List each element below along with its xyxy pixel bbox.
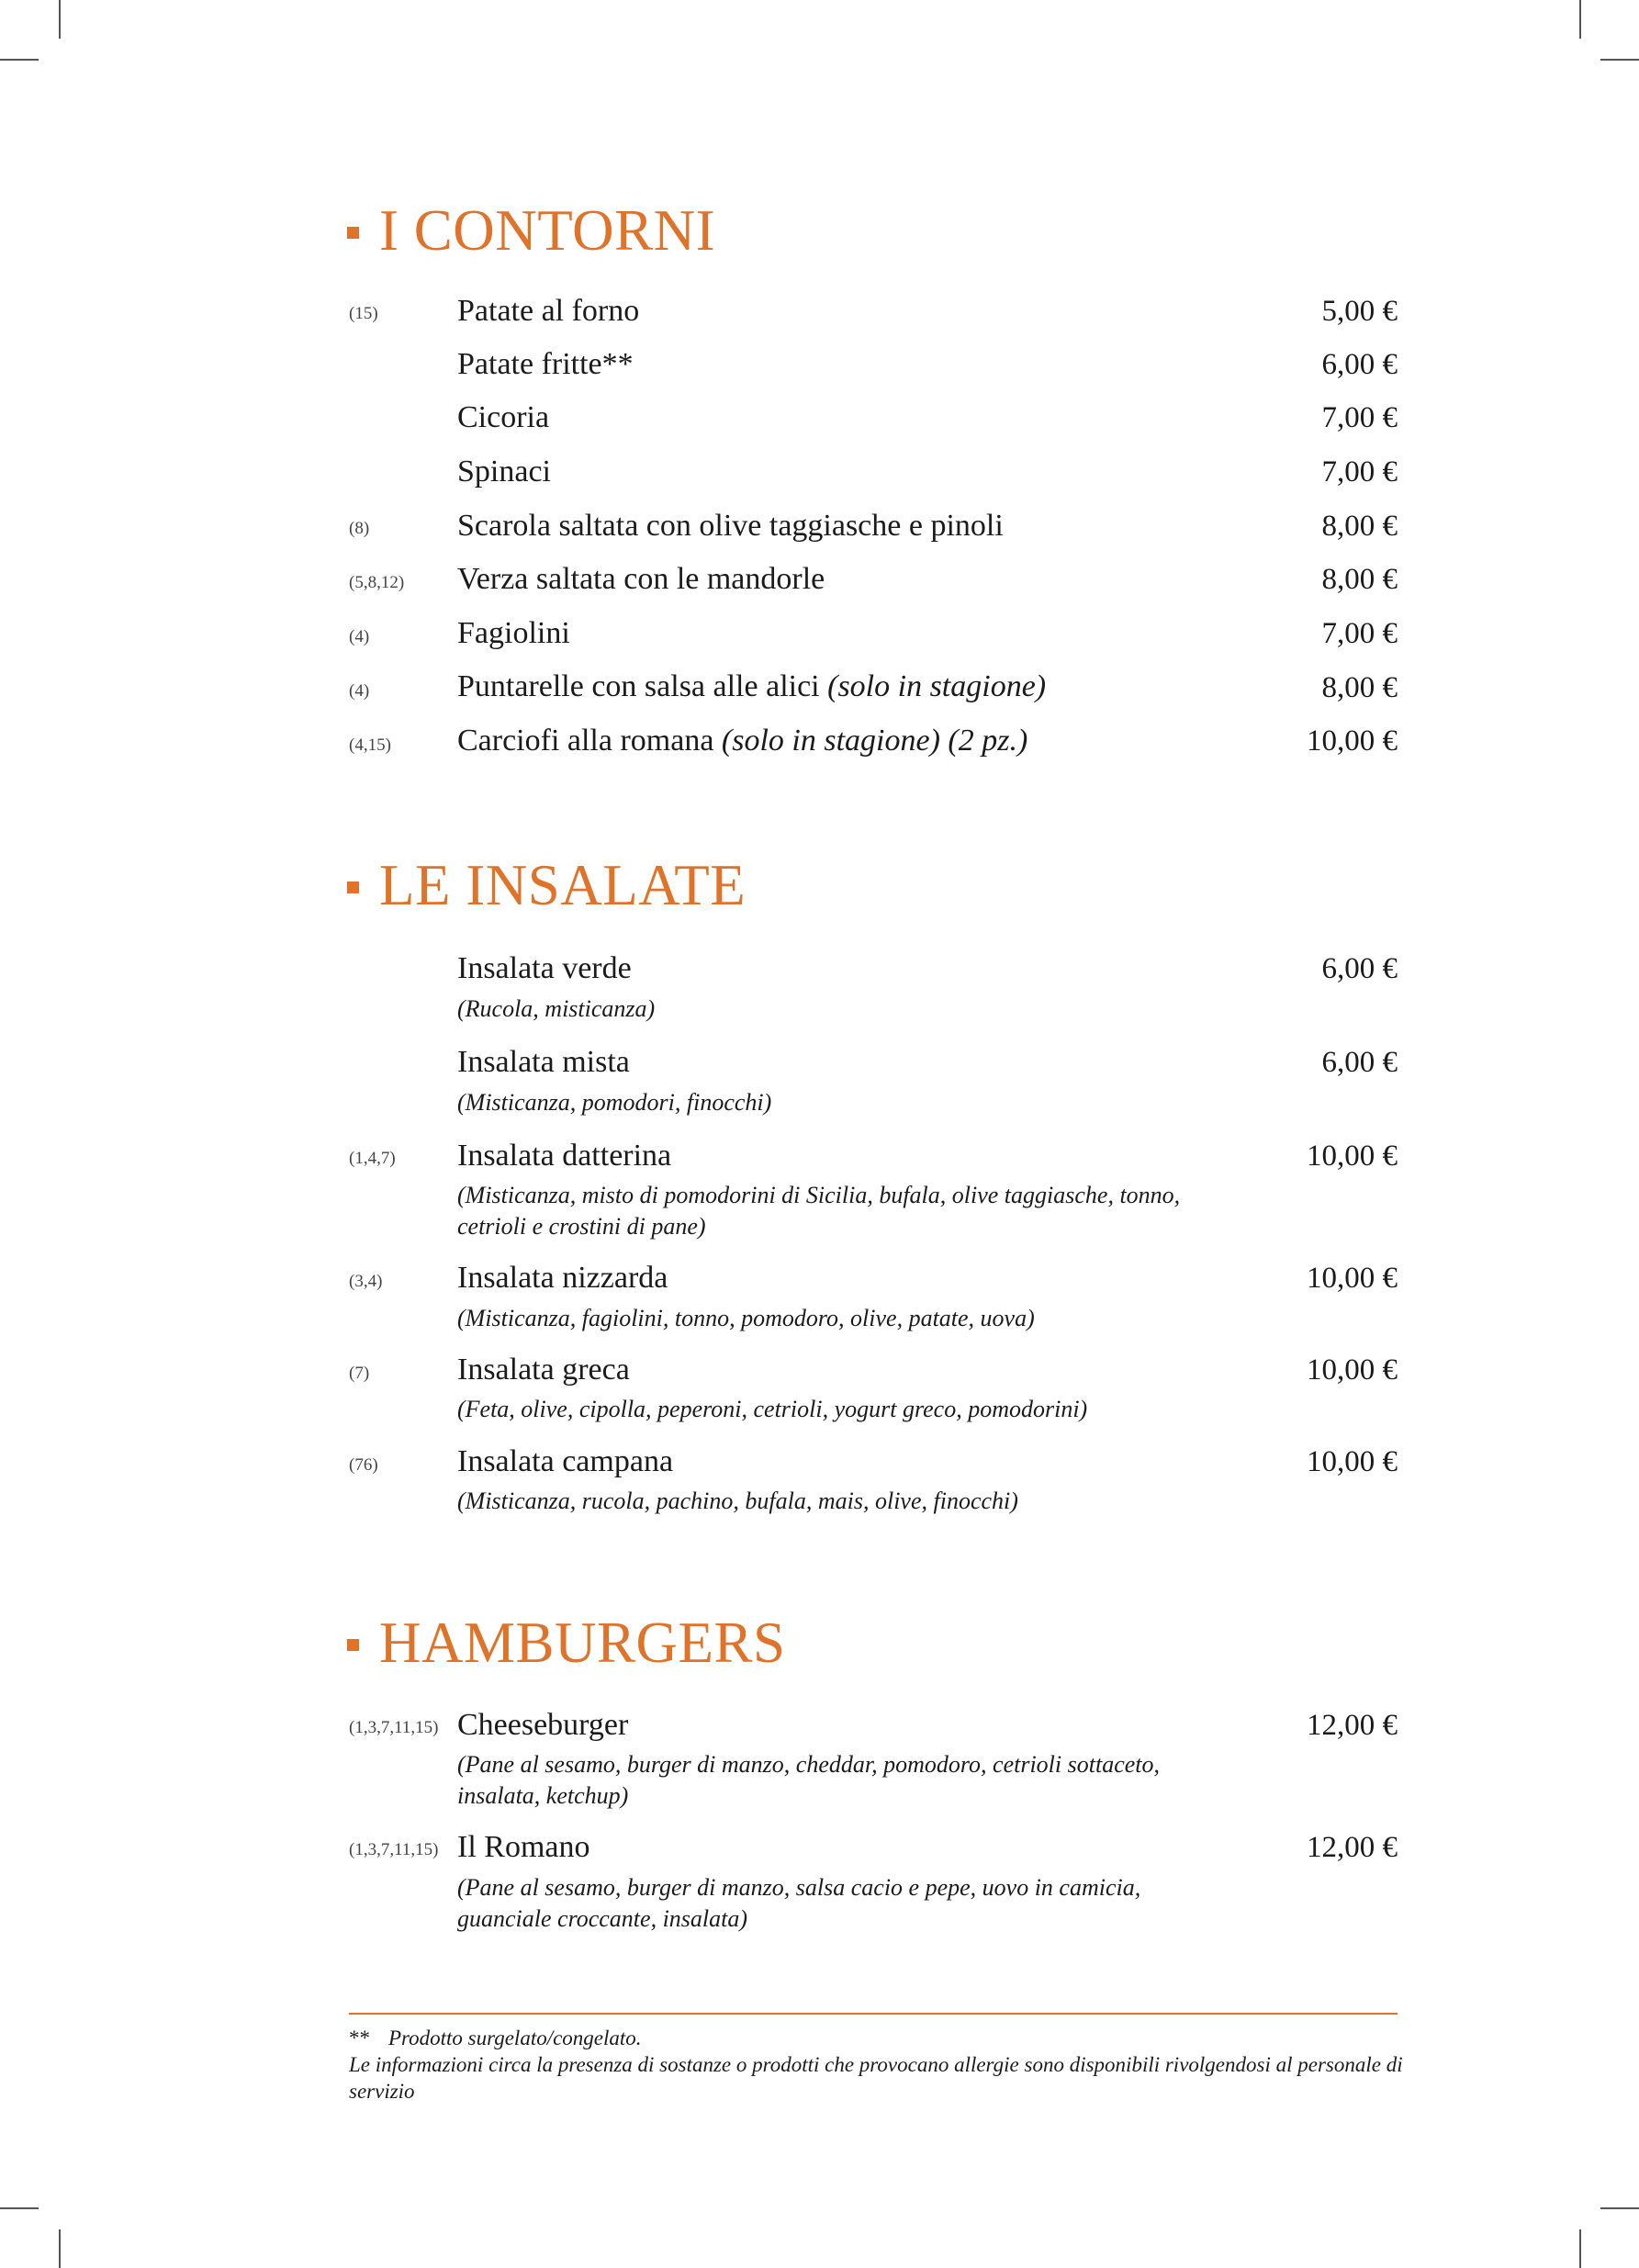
- menu-item-name: Patate fritte**: [457, 347, 634, 381]
- menu-item-price: 12,00 €: [1307, 1709, 1398, 1742]
- square-bullet-icon: [347, 227, 359, 239]
- square-bullet-icon: [347, 881, 359, 893]
- menu-item-price: 6,00 €: [1321, 348, 1398, 381]
- section-title-contorni: I CONTORNI: [347, 202, 715, 260]
- allergen-code: (3,4): [349, 1272, 383, 1291]
- menu-item-description: (Misticanza, rucola, pachino, bufala, mais, olive, finocchi): [457, 1488, 1018, 1514]
- menu-item-name: Verza saltata con le mandorle: [457, 562, 825, 596]
- menu-item-description: (Pane al sesamo, burger di manzo, salsa cacio e pepe, uovo in camicia, guanciale croccante, insalata): [457, 1874, 1141, 1932]
- menu-item-price: 10,00 €: [1307, 724, 1398, 758]
- menu-item-note: (solo in stagione) (2 pz.): [721, 724, 1028, 758]
- menu-item-price: 8,00 €: [1321, 510, 1398, 543]
- menu-item-name: [457, 725, 1027, 757]
- menu-item-price: 8,00 €: [1321, 671, 1398, 704]
- footer-divider: [349, 2013, 1398, 2015]
- allergen-code: (76): [349, 1455, 378, 1475]
- allergen-code: (1,4,7): [349, 1149, 396, 1168]
- menu-item-price: 12,00 €: [1307, 1831, 1398, 1864]
- menu-item-name: Insalata mista: [457, 1045, 630, 1079]
- allergen-code: (1,3,7,11,15): [349, 1840, 439, 1859]
- menu-item-price: 5,00 €: [1321, 295, 1398, 328]
- footnote-marker: **: [349, 2027, 370, 2049]
- allergen-code: (8): [349, 519, 370, 538]
- square-bullet-icon: [347, 1639, 359, 1651]
- menu-item-price: 8,00 €: [1321, 563, 1398, 596]
- menu-item-name: Fagiolini: [457, 616, 570, 650]
- section-title-hamburgers: HAMBURGERS: [347, 1614, 786, 1672]
- menu-item-name: Scarola saltata con olive taggiasche e pinoli: [457, 509, 1004, 543]
- menu-item-price: 6,00 €: [1321, 1046, 1398, 1079]
- menu-item-price: 7,00 €: [1321, 455, 1398, 488]
- section-title-insalate: LE INSALATE: [347, 857, 746, 915]
- allergen-code: (4): [349, 681, 370, 701]
- menu-item-name: Insalata verde: [457, 951, 632, 985]
- footer-frozen-note: [349, 2025, 1405, 2051]
- menu-item-price: 10,00 €: [1307, 1445, 1398, 1478]
- menu-item-price: 10,00 €: [1307, 1262, 1398, 1295]
- footnote-text: Prodotto surgelato/congelato.: [388, 2027, 642, 2049]
- menu-item-description: (Misticanza, fagiolini, tonno, pomodoro, olive, patate, uova): [457, 1305, 1035, 1331]
- menu-item-label: Puntarelle con salsa alle alici: [457, 669, 820, 703]
- menu-item-price: 10,00 €: [1307, 1353, 1398, 1387]
- menu-item-price: 6,00 €: [1321, 952, 1398, 985]
- menu-item-name: Insalata campana: [457, 1444, 674, 1478]
- crop-mark: [0, 59, 39, 61]
- allergen-code: (7): [349, 1364, 370, 1383]
- menu-item-price: 10,00 €: [1307, 1140, 1398, 1173]
- menu-item-note: (solo in stagione): [827, 669, 1047, 703]
- crop-mark: [1579, 2229, 1581, 2268]
- allergen-code: (5,8,12): [349, 573, 405, 592]
- menu-item-name: Insalata nizzarda: [457, 1261, 668, 1295]
- menu-item-name: Spinaci: [457, 455, 551, 488]
- crop-mark: [59, 2229, 61, 2268]
- crop-mark: [59, 0, 61, 39]
- crop-mark: [1579, 0, 1581, 39]
- allergen-code: (4,15): [349, 735, 391, 755]
- footer-allergy-note: Le informazioni circa la presenza di sostanze o prodotti che provocano allergie sono disponibili rivolgendosi al personale di servizio: [349, 2053, 1403, 2103]
- menu-item-name: [457, 671, 1046, 702]
- menu-item-name: Cheeseburger: [457, 1708, 629, 1742]
- allergen-code: (1,3,7,11,15): [349, 1718, 439, 1737]
- menu-item-description: (Rucola, misticanza): [457, 995, 656, 1022]
- menu-item-name: Insalata greca: [457, 1353, 630, 1387]
- allergen-code: (15): [349, 304, 378, 323]
- menu-item-description: (Pane al sesamo, burger di manzo, cheddar, pomodoro, cetrioli sottaceto, insalata, ketchup): [457, 1751, 1160, 1809]
- menu-item-name: Insalata datterina: [457, 1139, 672, 1173]
- crop-mark: [0, 2207, 39, 2209]
- menu-item-name: Cicoria: [457, 400, 550, 434]
- menu-item-price: 7,00 €: [1321, 617, 1398, 650]
- menu-item-description: (Misticanza, pomodori, finocchi): [457, 1089, 772, 1116]
- menu-item-name: Il Romano: [457, 1830, 590, 1864]
- menu-item-description: (Misticanza, misto di pomodorini di Sicilia, bufala, olive taggiasche, tonno, cetrioli e crostini di pane): [457, 1182, 1181, 1240]
- crop-mark: [1600, 59, 1639, 61]
- menu-item-description: (Feta, olive, cipolla, peperoni, cetrioli, yogurt greco, pomodorini): [457, 1396, 1088, 1422]
- allergen-code: (4): [349, 627, 370, 646]
- crop-mark: [1600, 2207, 1639, 2209]
- menu-item-name: Patate al forno: [457, 294, 640, 328]
- menu-item-price: 7,00 €: [1321, 401, 1398, 434]
- menu-item-label: Carciofi alla romana: [457, 724, 714, 758]
